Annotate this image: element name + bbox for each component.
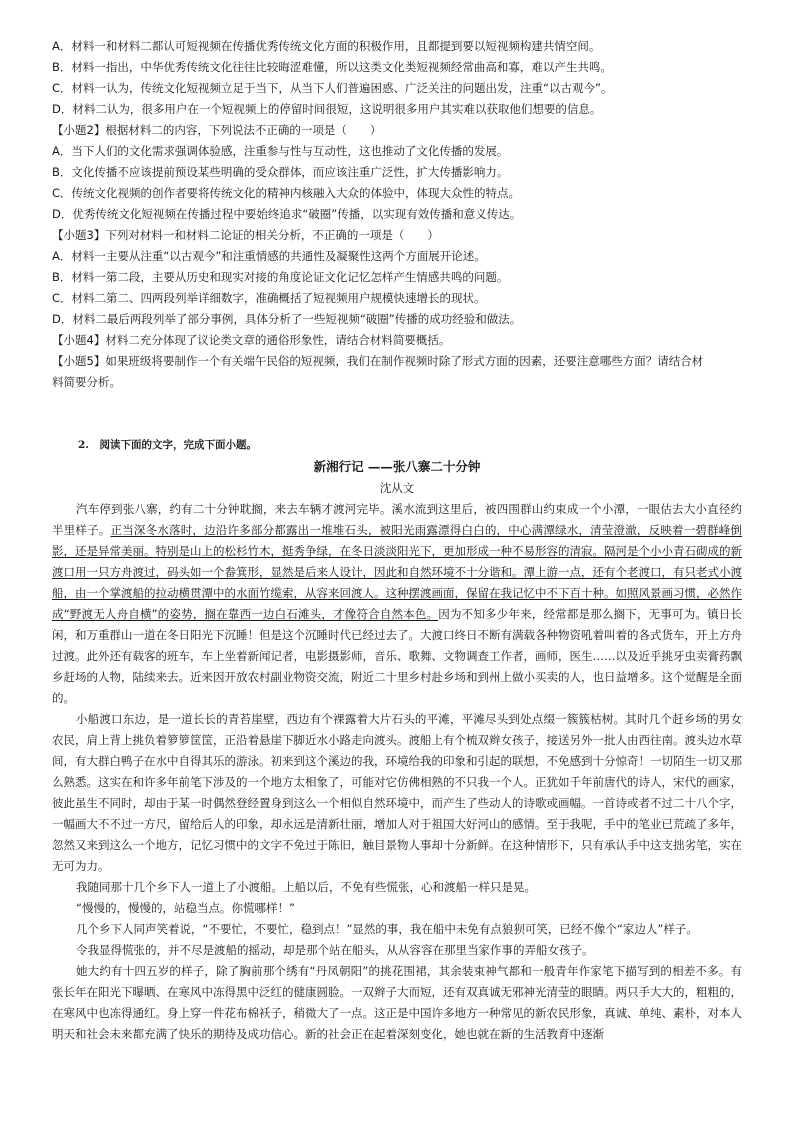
document-page [52,36,742,1045]
question3 [52,225,742,330]
underlined-passage: 正当深冬水落时，边沿许多部分都露出一堆堆石头，被阳光雨露漂得白白的，中心满潭绿水，清莹澄澈，反映着一碧群峰倒影，还是异常美丽。特别是山上的松杉竹木，挺秀争绿，在冬日淡淡阳光下，更加形成一种不易形容的清寂。隔河是个小小青石砌成的新渡口用一只方舟渡过，码头如一个畚箕形，显然是后来人设计，因此和自然环境不十分谐和。潭上游一点，还有个老渡口，有只老式小渡船，由一个掌渡船的拉动横贯潭中的水面竹缆索，从容来回渡人。这种摆渡画面，保留在我记忆中不下百十种。如照风景画习惯，必然作成“野渡无人舟自横”的姿势，搁在靠西一边白石滩头，才像符合自然本色。 [52,523,743,621]
question4-stem: 【小题4】材料二充分体现了议论类文章的通俗形象性，请结合材料简要概括。 [52,333,451,347]
paragraph-2: 小船渡口东边，是一道长长的青苔崖壁，西边有个裸露着大片石头的平滩，平滩尽头到处点缀一簇簇枯树。其时几个赶乡场的男女农民，肩上背上挑负着箩箩筐筐，正沿着悬崖下脚近水小路走向渡头。渡船上有个梳双辫女孩子，接送另外一批人由西往南。渡头边水草间，有大群白鸭子在水中自得其乐的游泳。初来到这个溪边的我，环境给我的印象和引起的联想，不免感到十分惊奇！一切陌生一切又那么熟悉。这实在和许多年前笔下涉及的一个地方太相象了，可能对它仿佛相熟的不只我一个人。正犹如千年前唐代的诗人，宋代的画家，彼此虽生不同时，却由于某一时偶然登经置身到这么一个相似自然环境中，而产生了些动人的诗歌或画幅。一首诗或者不过二十八个字，一幅画大不不过一方尺，留给后人的印象，却永远是清新壮丽，增加人对于祖国大好河山的感情。至于我呢，手中的笔业已荒疏了多年，忽然又来到这么一个地方，记忆习惯中的文字不免过于陈旧，触目景物人事却十分新鲜。在这种情形下，只有承认手中这支拙劣笔，实在无可为力。 [52,712,742,873]
option-b[interactable]: B．材料一指出，中华优秀传统文化往往比较晦涩难懂，所以这类文化类短视频经常曲高和寡，难以产生共鸣。 [52,60,612,74]
option-c[interactable]: C．材料一认为，传统文化短视频立足于当下，从当下人们普遍困惑、广泛关注的问题出发，注重“以古观今”。 [52,81,613,95]
paragraph-1 [52,499,742,709]
question-stem: 【小题3】下列对材料一和材料二论证的相关分析，不正确的一项是（ ） [52,228,439,242]
paragraph-6: 令我显得慌张的，并不尽是渡船的摇动，却是那个站在船头，从从容容在那里当家作事的弄船女孩子。 [76,943,594,957]
option-d[interactable]: D．材料二最后两段列举了部分事例，具体分析了一些短视频“破圈”传播的成功经验和做法。 [52,312,522,326]
paragraph-4: “慢慢的，慢慢的，站稳当点。你慌哪样！” [76,901,295,915]
question-stem: 【小题2】根据材料二的内容，下列说法不正确的一项是（ ） [52,123,382,137]
paragraph-3: 我随同那十几个乡下人一道上了小渡船。上船以后，不免有些慌张，心和渡船一样只是晃。 [76,880,536,894]
paragraph-1-intro: 汽车停到张八寨，约有二十分钟耽搁，来去车辆才渡河完毕。溪水流到这里后，被四围群山约束成一个小潭，一眼估去大小直径约半里样子。 [52,502,742,537]
option-a[interactable]: A．材料一主要从注重“以古观今”和注重情感的共通性及凝聚性这两个方面展开论述。 [52,249,486,263]
question1-options [52,36,742,120]
option-a[interactable]: A．材料一和材料二都认可短视频在传播优秀传统文化方面的积极作用，且都提到要以短视频构建共情空间。 [52,39,601,53]
paragraph-1-rest: 因为不知多少年来，经常都是那么搁下，无事可为。镇日长闲，和万重群山一道在冬日阳光下沉睡！但是这个沉睡时代已经过去了。大渡口终日不断有满载各种物资吼着叫着的各式货车，开上方舟过渡。此外还有载客的班车，车上坐着新闻记者，电影摄影师，音乐、歌舞、文物调查工作者，画师，医生……以及近乎挑牙虫卖膏药飘乡赶场的人物，陆续来去。近来因开放农村副业物资交流，附近二十里乡村赴乡场和到州上做小买卖的人，也日益增多。这个觉醒是全面的。 [52,607,742,705]
article-title: 新湘行记 ——张八寨二十分钟 [313,459,481,474]
question5-line1: 【小题5】如果班级将要制作一个有关端午民俗的短视频，我们在制作视频时除了形式方面的因素，还要注意哪些方面？请结合材 [52,354,704,368]
option-d[interactable]: D．优秀传统文化短视频在传播过程中要始终追求“破圈”传播，以实现有效传播和意义传达。 [52,207,522,221]
question2 [52,120,742,225]
option-c[interactable]: C．材料二第二、四两段列举详细数字，准确概括了短视频用户规模快速增长的现状。 [52,291,486,305]
paragraph-7: 她大约有十四五岁的样子，除了胸前那个绣有“丹凤朝阳”的挑花围裙，其余装束神气都和一般青年作家笔下描写到的相差不多。有张长年在阳光下曝晒、在寒风中冻得黑中泛红的健康圆脸。一双辫子大而短，还有双真诚无邪神光清莹的眼睛。两只手大大的，粗粗的，在寒风中也冻得通红。身上穿一件花布棉袄子，稍微大了一点。这正是中国许多地方一种常见的新农民形象，真诚、单纯、素朴，对本人明天和社会未来都充满了快乐的期待及成功信心。新的社会正在起着深刻变化，她也就在新的生活教育中逐渐 [52,964,742,1041]
question5-line2: 料简要分析。 [52,375,121,389]
question5 [52,351,742,393]
option-b[interactable]: B．文化传播不应该提前预设某些明确的受众群体，而应该注重广泛性，扩大传播影响力。 [52,165,509,179]
article-author: 沈从文 [379,481,415,495]
option-c[interactable]: C．传统文化视频的创作者要将传统文化的精神内核融入大众的体验中，体现大众性的特点。 [52,186,521,200]
paragraph-5: 几个乡下人同声笑着说，“不要忙，不要忙，稳到点！”显然的事，我在船中未免有点狼狈可笑，已经不像个“家边人”样子。 [76,922,698,936]
option-d[interactable]: D．材料二认为，很多用户在一个短视频上的停留时间很短，这说明很多用户其实难以获取他们想要的信息。 [52,102,602,116]
section-instruction: 2. 阅读下面的文字，完成下面小题。 [78,439,257,451]
option-a[interactable]: A．当下人们的文化需求强调体验感，注重参与性与互动性，这也推动了文化传播的发展。 [52,144,509,158]
option-b[interactable]: B．材料一第二段，主要从历史和现实对接的角度论证文化记忆怎样产生情感共鸣的问题。 [52,270,509,284]
